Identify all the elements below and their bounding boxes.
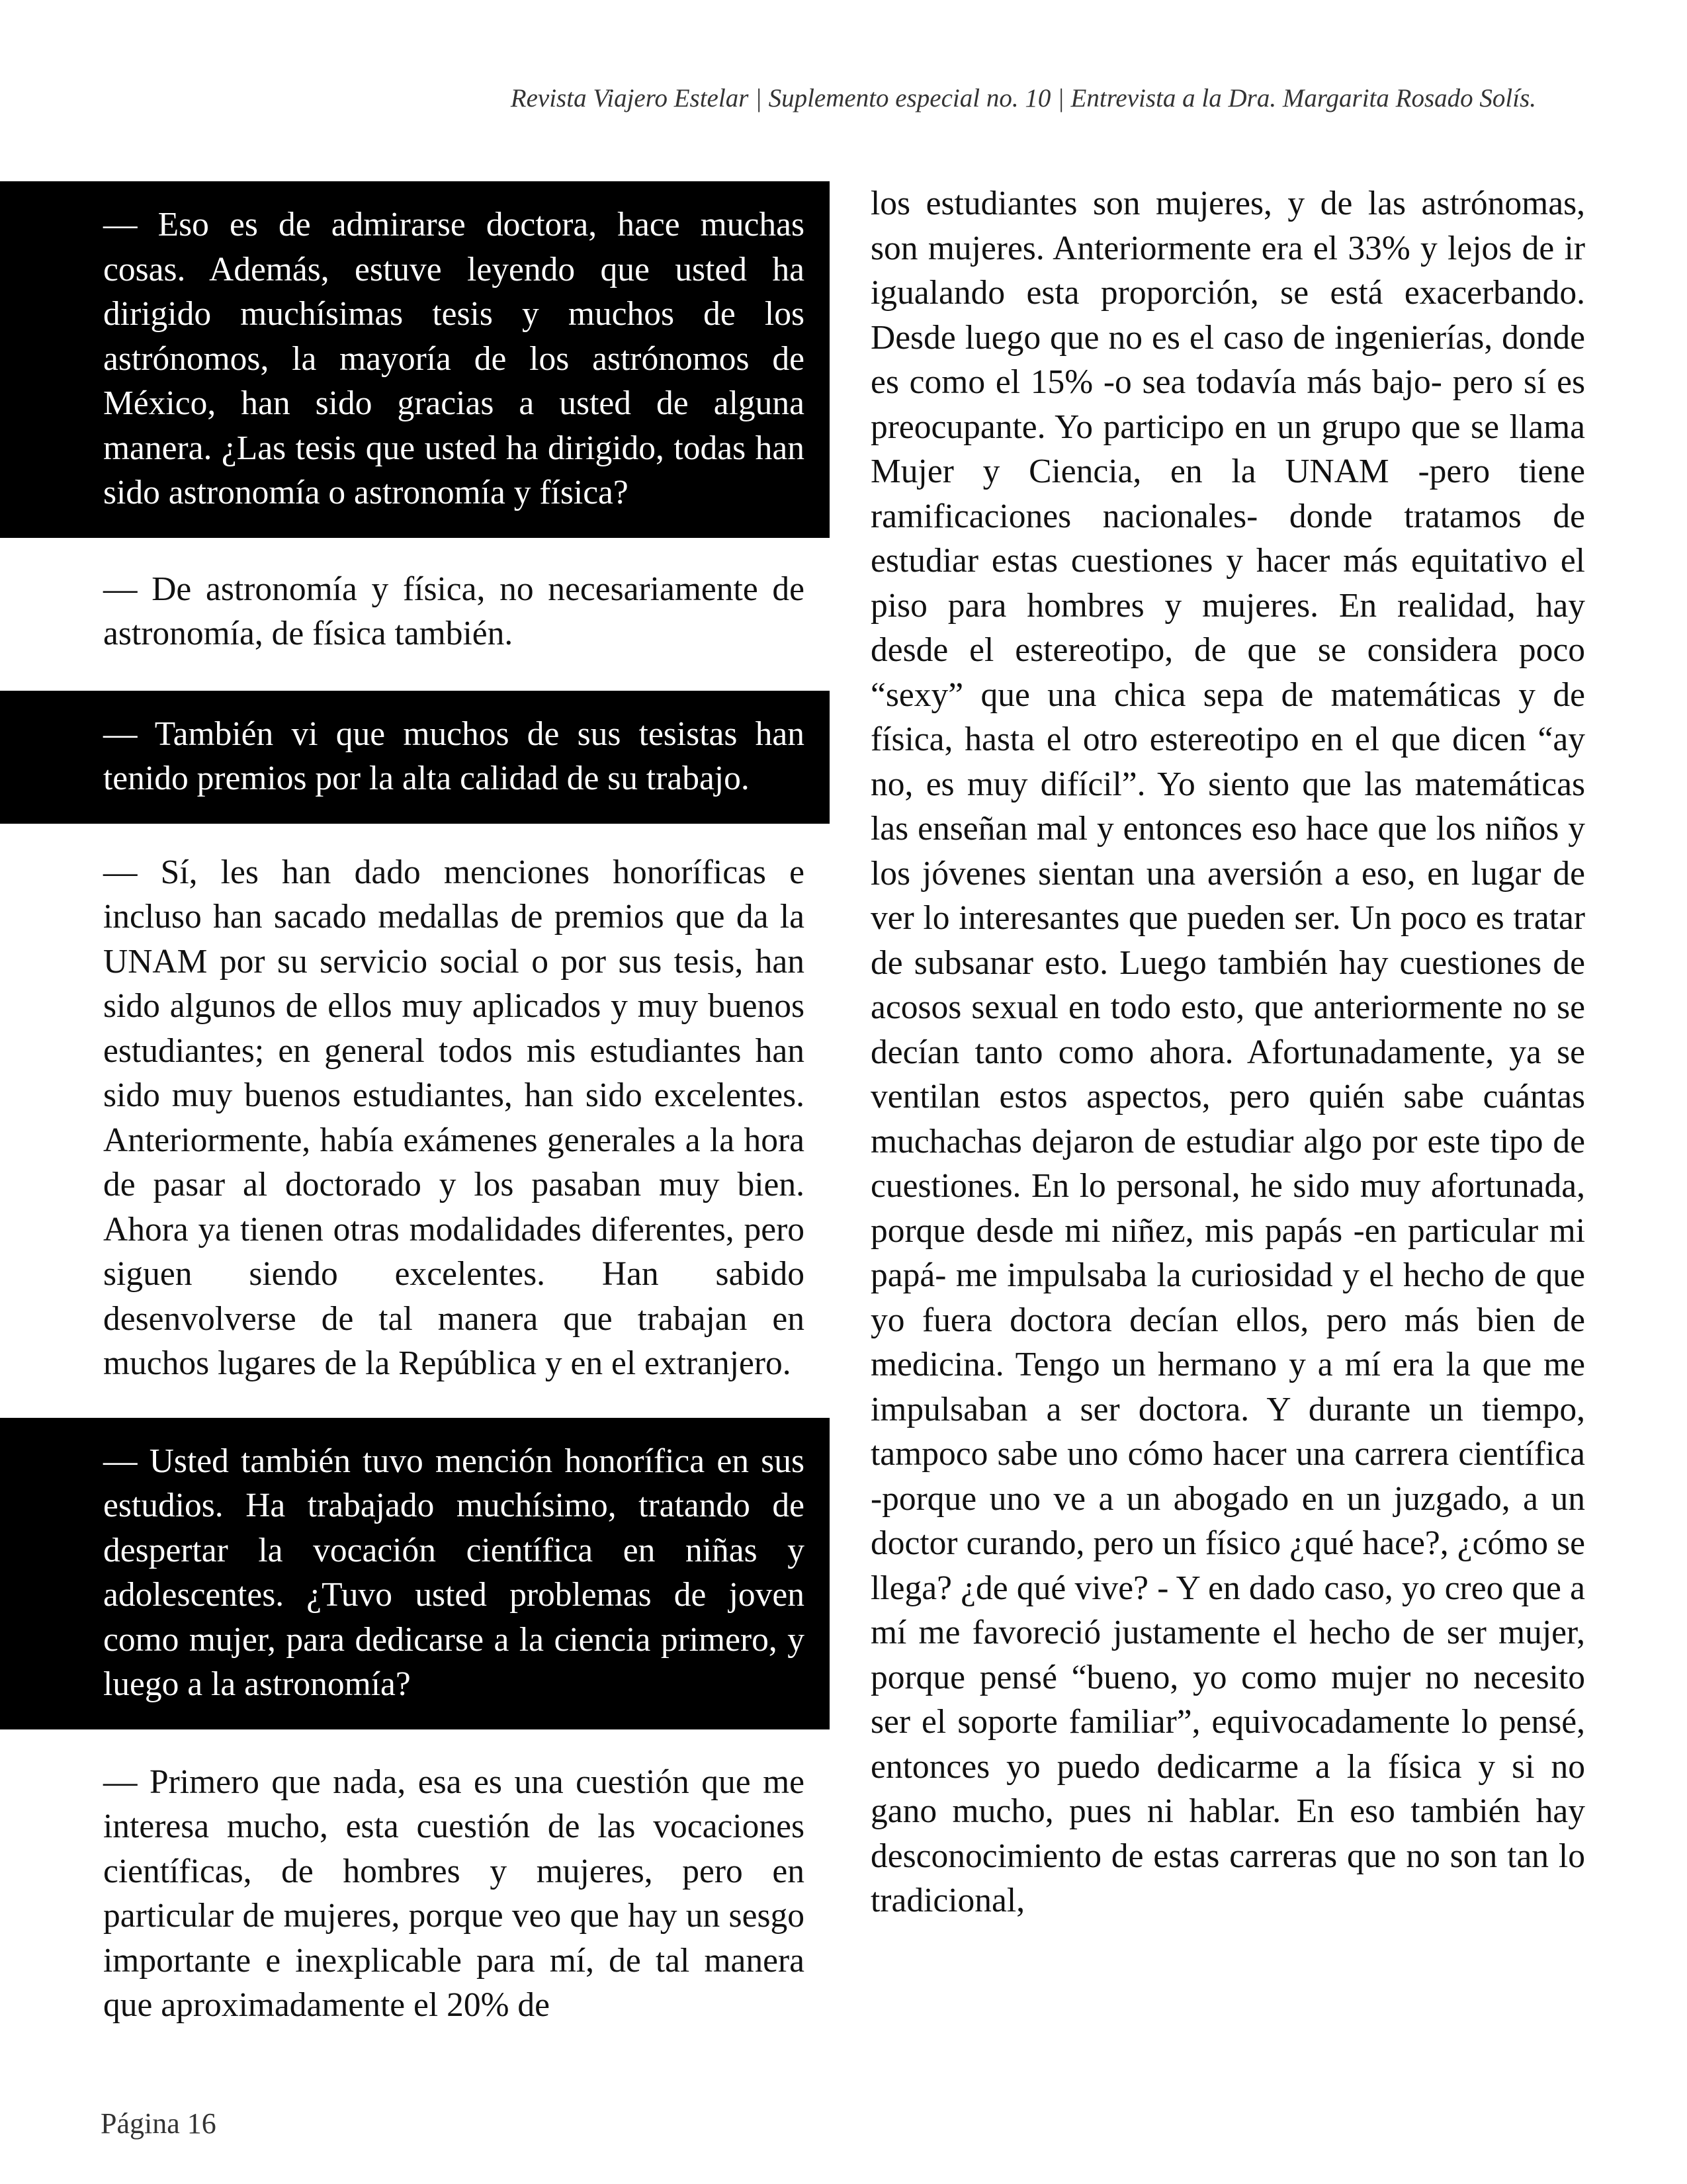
answer-3-continued: los estudiantes son mujeres, y de las astrónomas, son mujeres. Anteriormente era el 33% y lejos de ir igualando esta proporción, se está exacerbando. Desde luego que no es el caso de ingenierías, donde es como el 15% -o sea todavía más bajo- pero sí es preocupante. Yo participo en un grupo que se llama Mujer y Ciencia, en la UNAM -pero tiene ramificaciones nacionales- donde tratamos de estudiar estas cuestiones y hacer más equitativo el piso para hombres y mujeres. En realidad, hay desde el estereotipo, de que se considera poco “sexy” que una chica sepa de matemáticas y de física, hasta el otro estereotipo en el que dicen “ay no, es muy difícil”. Yo siento que las matemáticas las enseñan mal y entonces eso hace que los niños y los jóvenes sientan una aversión a eso, en lugar de ver lo interesantes que pueden ser. Un poco es tratar de subsanar esto. Luego también hay cuestiones de acosos sexual en todo esto, que anteriormente no se decían tanto como ahora. Afortunadamente, ya se ventilan estos aspectos, pero quién sabe cuántas muchachas dejaron de estudiar algo por este tipo de cuestiones. En lo personal, he sido muy afortunada, porque desde mi niñez, mis papás -en particular mi papá- me impulsaba la curiosidad y el hecho de que yo fuera doctora decían ellos, pero más bien de medicina. Tengo un hermano y a mí era la que me impulsaban a ser doctora. Y durante un tiempo, tampoco sabe uno cómo hacer una carrera científica -porque uno ve a un abogado en un juzgado, a un doctor curando, pero un físico ¿qué hace?, ¿cómo se llega? ¿de qué vive? - Y en dado caso, yo creo que a mí me favoreció justamente el hecho de ser mujer, porque pensé “bueno, yo como mujer no necesito ser el soporte familiar”, equivocadamente lo pensé, entonces yo puedo dedicarme a la física y si no gano mucho, pues ni hablar. En eso también hay desconocimiento de estas carreras que no son tan lo tradicional,: [871, 185, 1585, 1919]
question-3: — Usted también tuvo mención honorífica en sus estudios. Ha trabajado muchísimo, tratando de despertar la vocación científica en niñas y adolescentes. ¿Tuvo usted problemas de joven como mujer, para dedicarse a la ciencia primero, y luego a la astronomía?: [0, 1418, 830, 1729]
answer-3: — Primero que nada, esa es una cuestión que me interesa mucho, esta cuestión de las vocaciones científicas, de hombres y mujeres, pero en particular de mujeres, porque veo que hay un sesgo importante e inexplicable para mí, de tal manera que aproximadamente el 20% de: [103, 1763, 804, 2024]
left-column: [0, 181, 830, 2028]
question-2: — También vi que muchos de sus tesistas han tenido premios por la alta calidad de su trabajo.: [0, 691, 830, 824]
answer-1: — De astronomía y física, no necesariamente de astronomía, de física también.: [103, 570, 804, 652]
question-1: — Eso es de admirarse doctora, hace muchas cosas. Además, estuve leyendo que usted ha dirigido muchísimas tesis y muchos de los astrónomos, la mayoría de los astrónomos de México, han sido gracias a usted de alguna manera. ¿Las tesis que usted ha dirigido, todas han sido astronomía o astronomía y física?: [0, 181, 830, 538]
right-column: [871, 181, 1585, 1923]
page-number: Página 16: [101, 2107, 216, 2140]
running-header: Revista Viajero Estelar | Suplemento especial no. 10 | Entrevista a la Dra. Margarita Rosado Solís.: [510, 84, 1536, 112]
answer-2: — Sí, les han dado menciones honoríficas e incluso han sacado medallas de premios que da la UNAM por su servicio social o por sus tesis, han sido algunos de ellos muy aplicados y muy buenos estudiantes; en general todos mis estudiantes han sido muy buenos estudiantes, han sido excelentes. Anteriormente, había exámenes generales a la hora de pasar al doctorado y los pasaban muy bien. Ahora ya tienen otras modalidades diferentes, pero siguen siendo excelentes. Han sabido desenvolverse de tal manera que trabajan en muchos lugares de la República y en el extranjero.: [103, 853, 804, 1382]
